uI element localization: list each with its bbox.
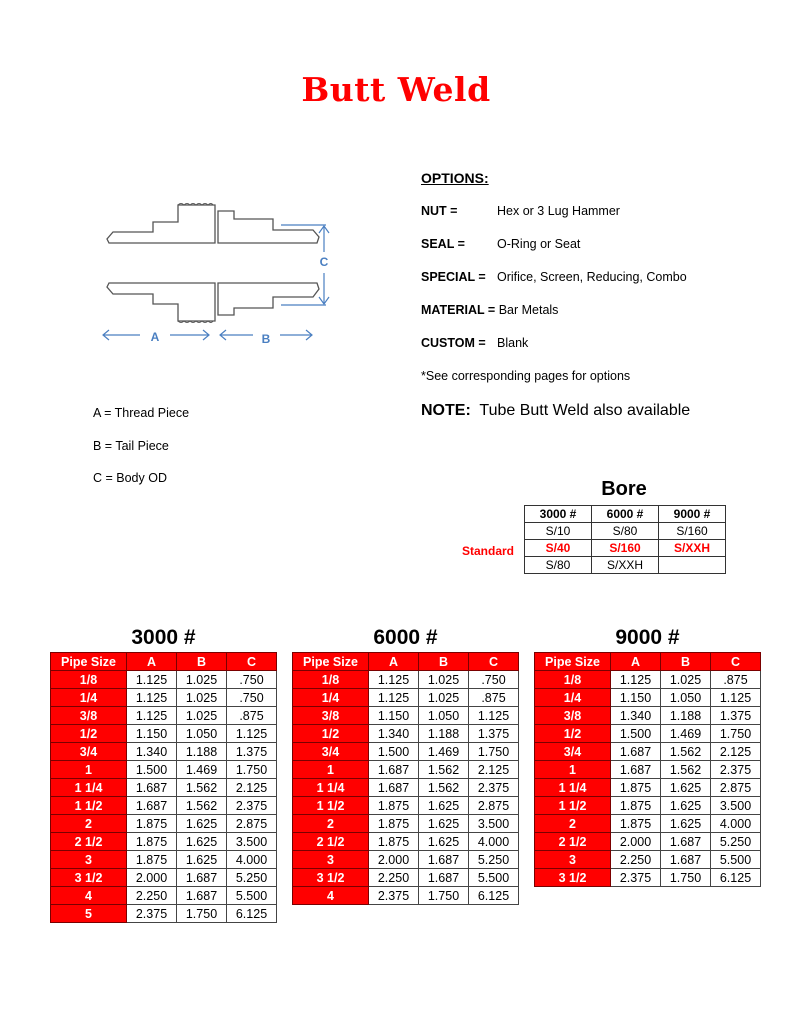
pipe-size-cell: 4 [51, 887, 127, 905]
pipe-size-cell: 2 1/2 [51, 833, 127, 851]
pipe-size-cell: 3 [51, 851, 127, 869]
dimension-cell: .750 [469, 671, 519, 689]
pipe-size-cell: 3/4 [293, 743, 369, 761]
table-row [535, 671, 761, 689]
bore-row [525, 523, 726, 540]
pipe-size-cell: 2 [535, 815, 611, 833]
dimension-cell: 2.125 [469, 761, 519, 779]
table-row [51, 743, 277, 761]
dimension-cell: 2.250 [127, 887, 177, 905]
pipe-size-cell: 3/4 [535, 743, 611, 761]
pipe-size-cell: 3 1/2 [293, 869, 369, 887]
table-group-3000 [50, 626, 277, 923]
dimension-cell: 1.750 [711, 725, 761, 743]
table-row [535, 779, 761, 797]
dimension-cell: 1.050 [177, 725, 227, 743]
note-line [421, 402, 690, 420]
header-cell: C [469, 653, 519, 671]
table-row [51, 869, 277, 887]
dimension-cell: 1.562 [661, 761, 711, 779]
dimension-cell: 1.687 [419, 851, 469, 869]
dimension-cell: 1.562 [177, 779, 227, 797]
pipe-size-cell: 1/8 [535, 671, 611, 689]
dimension-cell: 2.875 [469, 797, 519, 815]
dimension-cell: 1.125 [127, 671, 177, 689]
pipe-size-cell: 1/4 [293, 689, 369, 707]
pipe-size-cell: 5 [51, 905, 127, 923]
table-title: 6000 # [373, 626, 438, 649]
dimension-cell: 2.375 [227, 797, 277, 815]
dimension-cell: 5.500 [711, 851, 761, 869]
header-cell: C [227, 653, 277, 671]
legend-item-b: B = Tail Piece [93, 438, 169, 453]
note-label: NOTE: [421, 402, 471, 419]
table-row [293, 725, 519, 743]
dimension-cell: 2.125 [227, 779, 277, 797]
table-row [535, 815, 761, 833]
dimension-cell: 5.500 [469, 869, 519, 887]
table-row [535, 707, 761, 725]
dimension-table-9000 [534, 652, 761, 887]
dimension-cell: 2.000 [127, 869, 177, 887]
table-group-6000 [292, 626, 519, 905]
dimension-cell: 1.125 [127, 689, 177, 707]
pipe-size-cell: 1 [293, 761, 369, 779]
table-row [293, 887, 519, 905]
dimension-cell: 1.875 [369, 833, 419, 851]
pipe-size-cell: 1 1/2 [51, 797, 127, 815]
table-row [293, 869, 519, 887]
dimension-cell: 1.687 [369, 761, 419, 779]
dimension-cell: 2.875 [711, 779, 761, 797]
dimension-cell: 4.000 [227, 851, 277, 869]
dimension-cell: 1.188 [419, 725, 469, 743]
dimension-cell: 5.250 [227, 869, 277, 887]
dimension-cell: 1.500 [127, 761, 177, 779]
dimension-cell: 1.750 [177, 905, 227, 923]
header-cell: Pipe Size [535, 653, 611, 671]
dimension-cell: 2.375 [611, 869, 661, 887]
dimension-cell: 1.150 [127, 725, 177, 743]
dimension-cell: 1.125 [469, 707, 519, 725]
dimension-a-label: A [150, 330, 160, 344]
dimension-cell: .750 [227, 689, 277, 707]
dimension-cell: 1.125 [227, 725, 277, 743]
table-row [51, 797, 277, 815]
dimension-cell: 1.875 [611, 797, 661, 815]
dimension-cell: 3.500 [711, 797, 761, 815]
pipe-size-cell: 4 [293, 887, 369, 905]
dimension-cell: 1.125 [711, 689, 761, 707]
dimension-b-label: B [261, 332, 271, 346]
option-key: SEAL = [421, 237, 465, 251]
table-group-9000 [534, 626, 761, 887]
dimension-cell: 6.125 [711, 869, 761, 887]
table-row [51, 851, 277, 869]
dimension-cell: 1.625 [177, 833, 227, 851]
option-value: Orifice, Screen, Reducing, Combo [497, 270, 687, 284]
dimension-cell: 1.875 [369, 797, 419, 815]
header-cell: B [177, 653, 227, 671]
dimension-cell: 2.375 [369, 887, 419, 905]
dimension-cell: 1.125 [369, 671, 419, 689]
pipe-size-cell: 1 1/2 [293, 797, 369, 815]
bore-header-cell: 9000 # [659, 506, 726, 523]
pipe-size-cell: 1/4 [51, 689, 127, 707]
pipe-size-cell: 1/2 [51, 725, 127, 743]
pipe-size-cell: 1/2 [535, 725, 611, 743]
header-cell: C [711, 653, 761, 671]
dimension-cell: 1.562 [661, 743, 711, 761]
dimension-cell: 1.025 [419, 689, 469, 707]
pipe-size-cell: 3/8 [51, 707, 127, 725]
dimension-cell: 2.375 [469, 779, 519, 797]
pipe-size-cell: 2 [293, 815, 369, 833]
dimension-cell: 1.500 [369, 743, 419, 761]
bore-cell: S/XXH [592, 557, 659, 574]
dimension-cell: 1.025 [177, 689, 227, 707]
dimension-cell: 3.500 [227, 833, 277, 851]
dimension-cell: 1.687 [611, 761, 661, 779]
table-header-row [293, 653, 519, 671]
dimension-cell: 1.625 [661, 797, 711, 815]
dimension-cell: 1.625 [419, 815, 469, 833]
dimension-cell: 3.500 [469, 815, 519, 833]
pipe-size-cell: 2 [51, 815, 127, 833]
table-row [293, 707, 519, 725]
pipe-size-cell: 1/8 [51, 671, 127, 689]
table-row [535, 689, 761, 707]
bore-cell: S/160 [592, 540, 659, 557]
dimension-cell: 1.340 [611, 707, 661, 725]
table-row [293, 743, 519, 761]
dimension-cell: 6.125 [227, 905, 277, 923]
table-title: 3000 # [131, 626, 196, 649]
dimension-cell: 1.469 [661, 725, 711, 743]
option-custom [421, 336, 690, 369]
dimension-cell: 1.750 [469, 743, 519, 761]
bore-standard-label: Standard [462, 544, 515, 558]
bore-cell: S/80 [525, 557, 592, 574]
pipe-size-cell: 3 1/2 [51, 869, 127, 887]
dimension-cell: 1.625 [177, 851, 227, 869]
dimension-cell: 1.687 [369, 779, 419, 797]
table-row [293, 815, 519, 833]
dimension-cell: .875 [469, 689, 519, 707]
bore-cell: S/40 [525, 540, 592, 557]
pipe-size-cell: 1/8 [293, 671, 369, 689]
table-row [293, 851, 519, 869]
dimension-cell: 1.375 [469, 725, 519, 743]
table-row [51, 905, 277, 923]
dimension-cell: 1.750 [661, 869, 711, 887]
pipe-size-cell: 1 1/4 [535, 779, 611, 797]
dimension-cell: 1.687 [419, 869, 469, 887]
dimension-c-label: C [319, 255, 329, 269]
dimension-cell: 2.250 [611, 851, 661, 869]
bore-header-cell: 6000 # [592, 506, 659, 523]
table-row [535, 725, 761, 743]
pipe-size-cell: 1 [535, 761, 611, 779]
option-nut [421, 204, 690, 237]
legend-item-a: A = Thread Piece [93, 406, 190, 420]
pipe-size-cell: 2 1/2 [293, 833, 369, 851]
option-value: Bar Metals [498, 303, 559, 317]
pipe-size-cell: 3 [293, 851, 369, 869]
dimension-cell: 1.687 [661, 833, 711, 851]
option-material [421, 303, 690, 336]
pipe-size-cell: 1/4 [535, 689, 611, 707]
dimension-cell: 1.875 [127, 815, 177, 833]
dimension-cell: 1.025 [419, 671, 469, 689]
header-cell: Pipe Size [51, 653, 127, 671]
header-cell: A [369, 653, 419, 671]
table-row [535, 851, 761, 869]
dimension-cell: 1.687 [661, 851, 711, 869]
dimension-cell: 1.025 [177, 671, 227, 689]
dimension-legend [93, 406, 189, 504]
options-heading: OPTIONS: [421, 170, 489, 186]
dimension-cell: 1.125 [127, 707, 177, 725]
table-row [51, 887, 277, 905]
option-key: NUT = [421, 204, 458, 218]
table-header-row [51, 653, 277, 671]
legend-item-c: C = Body OD [93, 471, 167, 485]
bore-row-standard [525, 540, 726, 557]
table-row [535, 797, 761, 815]
header-cell: B [419, 653, 469, 671]
pipe-size-cell: 1/2 [293, 725, 369, 743]
dimension-cell: 1.188 [177, 743, 227, 761]
dimension-cell: 2.250 [369, 869, 419, 887]
table-row [293, 833, 519, 851]
pipe-size-cell: 3/4 [51, 743, 127, 761]
dimension-cell: 1.875 [611, 815, 661, 833]
pipe-size-cell: 3 1/2 [535, 869, 611, 887]
dimension-cell: 1.500 [611, 725, 661, 743]
dimension-cell: 1.625 [661, 779, 711, 797]
dimension-cell: 1.050 [419, 707, 469, 725]
dimension-cell: 1.625 [419, 797, 469, 815]
dimension-cell: 1.340 [127, 743, 177, 761]
dimension-cell: 2.000 [611, 833, 661, 851]
table-row [51, 725, 277, 743]
dimension-cell: 1.150 [369, 707, 419, 725]
table-row [535, 743, 761, 761]
pipe-size-cell: 1 1/2 [535, 797, 611, 815]
dimension-cell: 1.469 [177, 761, 227, 779]
dimension-cell: 1.562 [419, 779, 469, 797]
table-row [51, 671, 277, 689]
option-seal [421, 237, 690, 270]
dimension-cell: 1.875 [127, 833, 177, 851]
dimension-table-6000 [292, 652, 519, 905]
table-row [51, 689, 277, 707]
dimension-cell: 1.562 [177, 797, 227, 815]
table-row [535, 761, 761, 779]
dimension-cell: 1.562 [419, 761, 469, 779]
option-key: MATERIAL = [421, 303, 496, 317]
dimension-cell: 1.875 [127, 851, 177, 869]
dimension-cell: 1.750 [227, 761, 277, 779]
dimension-cell: .875 [711, 671, 761, 689]
dimension-cell: 2.875 [227, 815, 277, 833]
header-cell: Pipe Size [293, 653, 369, 671]
dimension-cell: .750 [227, 671, 277, 689]
dimension-cell: 4.000 [469, 833, 519, 851]
note-text: Tube Butt Weld also available [479, 402, 691, 419]
table-row [51, 833, 277, 851]
bore-cell: S/XXH [659, 540, 726, 557]
bore-cell: S/160 [659, 523, 726, 540]
option-value: Blank [497, 336, 529, 350]
table-row [535, 833, 761, 851]
pipe-size-cell: 1 [51, 761, 127, 779]
table-title: 9000 # [615, 626, 680, 649]
option-value: Hex or 3 Lug Hammer [497, 204, 620, 218]
table-row [535, 869, 761, 887]
dimension-cell: 1.625 [661, 815, 711, 833]
pipe-size-cell: 3/8 [535, 707, 611, 725]
dimension-cell: 1.875 [369, 815, 419, 833]
table-row [51, 779, 277, 797]
option-key: SPECIAL = [421, 270, 486, 284]
option-key: CUSTOM = [421, 336, 486, 350]
dimension-cell: 1.375 [227, 743, 277, 761]
bore-row [525, 557, 726, 574]
bore-cell [659, 557, 726, 574]
bore-header-cell: 3000 # [525, 506, 592, 523]
pipe-size-cell: 1 1/4 [293, 779, 369, 797]
table-row [51, 761, 277, 779]
bore-cell: S/10 [525, 523, 592, 540]
pipe-size-cell: 3/8 [293, 707, 369, 725]
option-value: O-Ring or Seat [497, 237, 581, 251]
bore-title: Bore [601, 478, 647, 500]
pipe-size-cell: 3 [535, 851, 611, 869]
dimension-cell: 1.125 [369, 689, 419, 707]
options-footnote: *See corresponding pages for options [421, 369, 631, 383]
bore-table [524, 505, 726, 574]
dimension-cell: 6.125 [469, 887, 519, 905]
table-row [51, 815, 277, 833]
page-title: Butt Weld [301, 70, 491, 109]
dimension-cell: 1.469 [419, 743, 469, 761]
dimension-cell: 1.625 [419, 833, 469, 851]
table-row [293, 797, 519, 815]
bore-cell: S/80 [592, 523, 659, 540]
dimension-cell: 1.687 [127, 779, 177, 797]
option-special [421, 270, 690, 303]
table-header-row [535, 653, 761, 671]
dimension-cell: 1.340 [369, 725, 419, 743]
dimension-cell: 1.625 [177, 815, 227, 833]
dimension-cell: 1.875 [611, 779, 661, 797]
dimension-cell: 2.375 [711, 761, 761, 779]
bore-header-row [525, 506, 726, 523]
dimension-cell: 1.375 [711, 707, 761, 725]
dimension-cell: 1.687 [177, 887, 227, 905]
header-cell: A [611, 653, 661, 671]
dimension-cell: 4.000 [711, 815, 761, 833]
table-row [293, 779, 519, 797]
dimension-cell: 1.188 [661, 707, 711, 725]
dimension-cell: 2.125 [711, 743, 761, 761]
dimension-cell: 1.687 [127, 797, 177, 815]
dimension-cell: 1.125 [611, 671, 661, 689]
table-row [293, 689, 519, 707]
pipe-size-cell: 1 1/4 [51, 779, 127, 797]
dimension-cell: 1.025 [177, 707, 227, 725]
dimension-cell: 1.150 [611, 689, 661, 707]
dimension-table-3000 [50, 652, 277, 923]
dimension-cell: 1.687 [611, 743, 661, 761]
butt-weld-diagram [95, 195, 340, 355]
dimension-cell: 2.375 [127, 905, 177, 923]
table-row [293, 761, 519, 779]
options-section [421, 170, 690, 420]
dimension-cell: 1.025 [661, 671, 711, 689]
dimension-cell: 5.250 [469, 851, 519, 869]
dimension-cell: 1.050 [661, 689, 711, 707]
dimension-cell: 5.500 [227, 887, 277, 905]
table-row [293, 671, 519, 689]
dimension-cell: 1.687 [177, 869, 227, 887]
header-cell: B [661, 653, 711, 671]
table-row [51, 707, 277, 725]
dimension-cell: 5.250 [711, 833, 761, 851]
dimension-cell: 1.750 [419, 887, 469, 905]
pipe-size-cell: 2 1/2 [535, 833, 611, 851]
dimension-cell: 2.000 [369, 851, 419, 869]
header-cell: A [127, 653, 177, 671]
dimension-cell: .875 [227, 707, 277, 725]
